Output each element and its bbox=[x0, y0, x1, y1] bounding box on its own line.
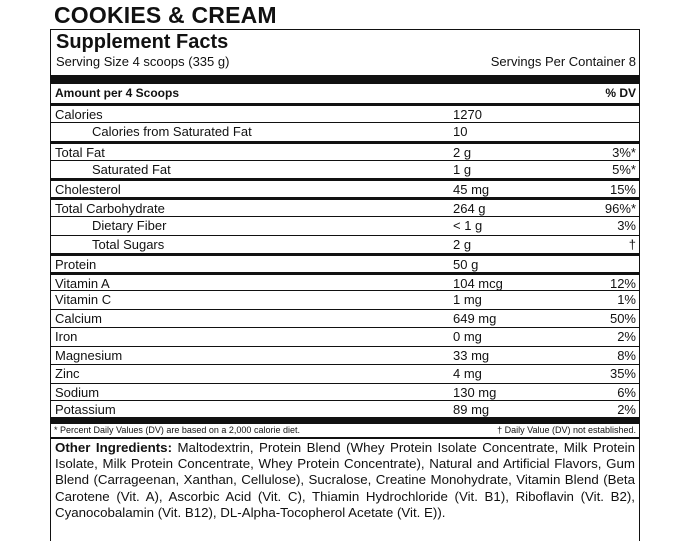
footnote-dagger: † Daily Value (DV) not established. bbox=[497, 425, 636, 435]
nutrient-name: Vitamin C bbox=[55, 292, 112, 307]
facts-row bbox=[50, 290, 640, 309]
footnote-percent-dv: * Percent Daily Values (DV) are based on a 2,000 calorie diet. bbox=[54, 425, 300, 435]
nutrient-dv: 15% bbox=[609, 182, 636, 197]
serving-size: Serving Size 4 scoops (335 g) bbox=[56, 54, 230, 69]
nutrient-amount: 1270 bbox=[453, 107, 482, 122]
nutrient-name: Total Sugars bbox=[92, 237, 165, 252]
nutrient-name: Saturated Fat bbox=[92, 162, 171, 177]
nutrient-dv: 8% bbox=[617, 348, 636, 363]
nutrient-name: Vitamin A bbox=[55, 276, 110, 291]
nutrient-dv: 1% bbox=[617, 292, 636, 307]
facts-row bbox=[50, 253, 640, 274]
nutrient-dv: † bbox=[628, 237, 636, 252]
nutrient-dv: 12% bbox=[609, 276, 636, 291]
nutrient-dv: 3%* bbox=[612, 145, 636, 160]
amount-header: Amount per 4 Scoops bbox=[55, 86, 180, 100]
nutrient-amount: 0 mg bbox=[453, 329, 482, 344]
nutrient-amount: 130 mg bbox=[453, 385, 497, 400]
nutrient-dv: 6% bbox=[617, 385, 636, 400]
facts-row bbox=[50, 216, 640, 235]
nutrient-dv: 2% bbox=[617, 329, 636, 344]
facts-row bbox=[50, 309, 640, 328]
facts-row bbox=[50, 178, 640, 199]
nutrient-name: Calcium bbox=[55, 311, 102, 326]
nutrient-amount: 89 mg bbox=[453, 402, 490, 417]
servings-per-container: Servings Per Container 8 bbox=[490, 54, 636, 69]
facts-row bbox=[50, 346, 640, 365]
other-ingredients bbox=[55, 440, 635, 521]
facts-row bbox=[50, 364, 640, 383]
nutrient-name: Iron bbox=[55, 329, 78, 344]
supplement-facts-panel bbox=[50, 0, 640, 540]
nutrient-amount: 10 bbox=[453, 124, 468, 139]
facts-row bbox=[50, 103, 640, 124]
nutrient-dv: 50% bbox=[609, 311, 636, 326]
nutrient-name: Zinc bbox=[55, 366, 80, 381]
facts-title: Supplement Facts bbox=[56, 31, 229, 53]
nutrient-dv: 2% bbox=[617, 402, 636, 417]
nutrient-amount: 1 mg bbox=[453, 292, 482, 307]
ingredients-text: Maltodextrin, Protein Blend (Whey Protein Isolate Concentrate, Milk Protein Isolate, Milk Protein Concentrate, Whey Protein Concentrate), Natural and Artificial Flavors, Gum Blend (Carrageenan, Xanthan, Cellulose), Sucralose, Creatine Monohydrate, Vitamin Blend (Beta Carotene (Vit. A), Ascorbic Acid (Vit. C), Thiamin Hydrochloride (Vit. B1), Riboflavin (Vit. B2), Cyanocobalamin (Vit. B12), DL-Alpha-Tocopherol Acetate (Vit. E)). bbox=[55, 440, 635, 520]
nutrient-amount: 104 mcg bbox=[453, 276, 503, 291]
nutrient-name: Potassium bbox=[55, 402, 116, 417]
nutrient-amount: 2 g bbox=[453, 237, 472, 252]
nutrient-amount: 1 g bbox=[453, 162, 472, 177]
ingredients-divider bbox=[50, 437, 640, 439]
nutrient-name: Magnesium bbox=[55, 348, 123, 363]
ingredients-label: Other Ingredients: bbox=[55, 440, 173, 455]
nutrient-amount: 4 mg bbox=[453, 366, 482, 381]
nutrient-name: Calories bbox=[55, 107, 103, 122]
nutrient-dv: 35% bbox=[609, 366, 636, 381]
nutrient-dv: 96%* bbox=[604, 201, 636, 216]
nutrient-amount: 264 g bbox=[453, 201, 486, 216]
facts-row bbox=[50, 122, 640, 141]
nutrient-name: Total Fat bbox=[55, 145, 105, 160]
facts-row bbox=[50, 160, 640, 179]
nutrient-name: Calories from Saturated Fat bbox=[92, 124, 252, 139]
nutrient-amount: 649 mg bbox=[453, 311, 497, 326]
nutrient-amount: 50 g bbox=[453, 257, 479, 272]
product-title: COOKIES & CREAM bbox=[54, 2, 277, 28]
thick-divider-bottom bbox=[50, 417, 640, 424]
nutrient-name: Cholesterol bbox=[55, 182, 121, 197]
facts-row bbox=[50, 235, 640, 254]
nutrient-name: Sodium bbox=[55, 385, 100, 400]
nutrient-name: Dietary Fiber bbox=[92, 218, 167, 233]
nutrient-amount: 45 mg bbox=[453, 182, 490, 197]
nutrient-name: Protein bbox=[55, 257, 97, 272]
dv-header: % DV bbox=[605, 86, 636, 100]
nutrient-amount: 2 g bbox=[453, 145, 472, 160]
nutrient-name: Total Carbohydrate bbox=[55, 201, 165, 216]
nutrient-dv: 5%* bbox=[612, 162, 636, 177]
nutrient-dv: 3% bbox=[617, 218, 636, 233]
nutrient-amount: 33 mg bbox=[453, 348, 490, 363]
thick-divider-top bbox=[50, 75, 640, 84]
facts-row bbox=[50, 141, 640, 162]
nutrient-amount: < 1 g bbox=[453, 218, 483, 233]
facts-row bbox=[50, 327, 640, 346]
facts-row bbox=[50, 197, 640, 218]
